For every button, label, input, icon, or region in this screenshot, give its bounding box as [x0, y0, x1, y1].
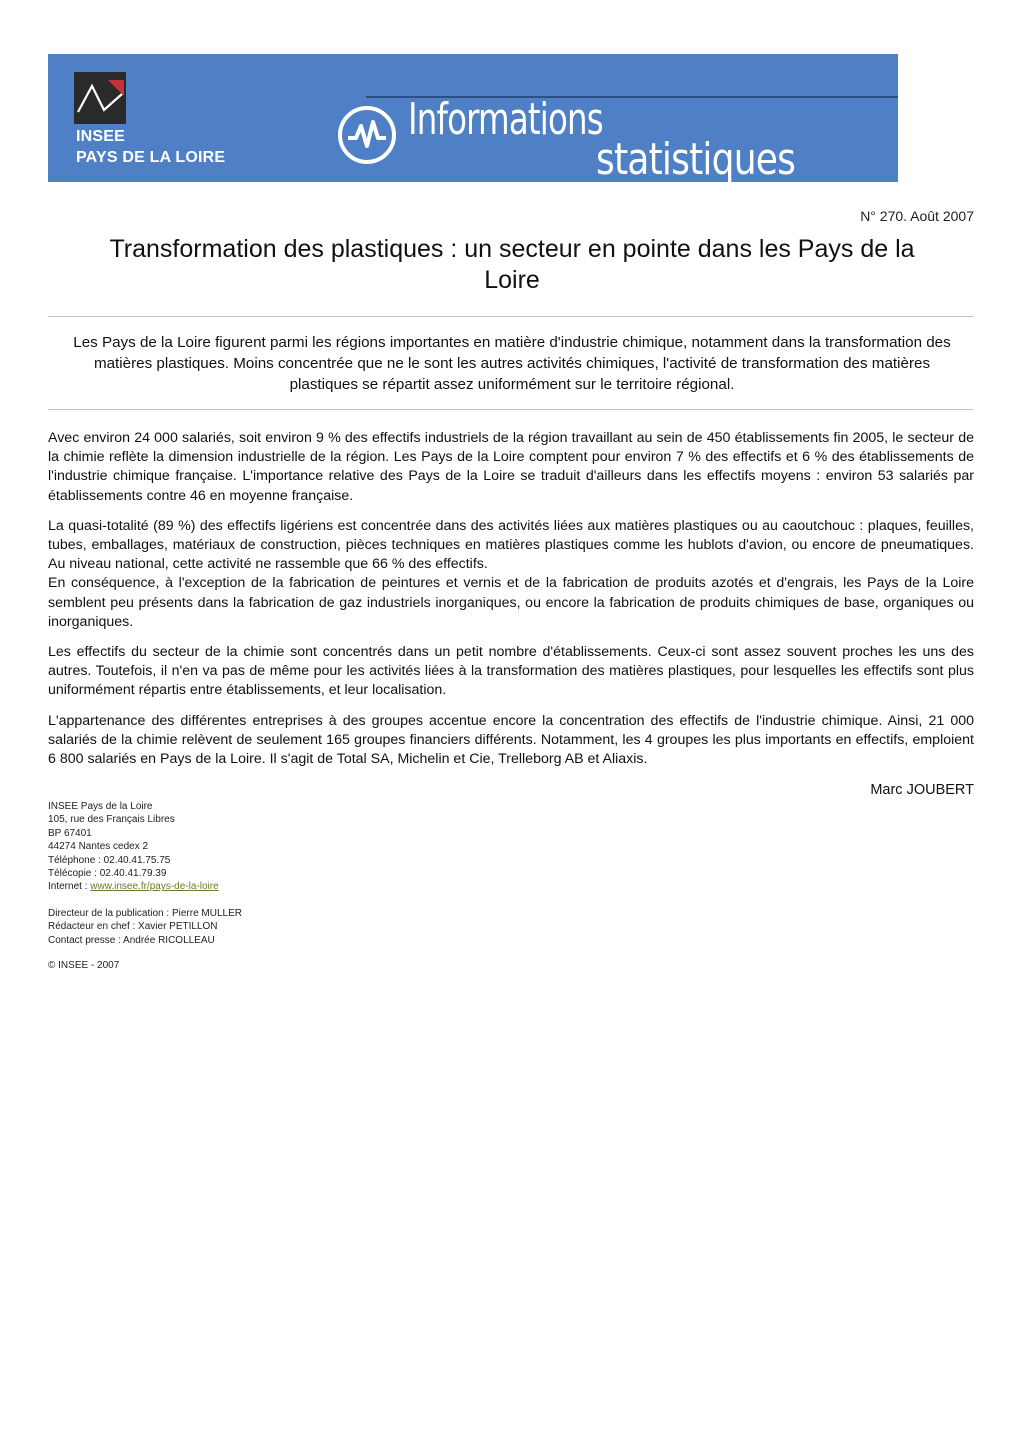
- contact-fax: Télécopie : 02.40.41.79.39: [48, 868, 167, 880]
- wave-circle-icon: [336, 104, 398, 166]
- header-banner: [48, 54, 898, 182]
- paragraph: Les effectifs du secteur de la chimie sont concentrés dans un petit nombre d'établissements. Ceux-ci sont assez souvent proches les uns des autres. Toutefois, il n'en va pas de même pour les activités liées à la transformation des matières plastiques, pour lesquelles les effectifs sont plus uniformément répartis entre établissements, et leur localisation.: [48, 644, 974, 699]
- contact-block: [48, 800, 219, 894]
- paragraph: Avec environ 24 000 salariés, soit environ 9 % des effectifs industriels de la région travaillant au sein de 450 établissements fin 2005, le secteur de la chimie reflète la dimension industrielle de la région. Les Pays de la Loire comptent pour environ 7 % des effectifs et 6 % des établissements de l'industrie chimique française. L'importance relative des Pays de la Loire se traduit d'ailleurs dans les effectifs moyens : environ 53 salariés par établissements contre 46 en moyenne française.: [48, 430, 974, 504]
- issue-number: N° 270. Août 2007: [860, 208, 974, 224]
- author-signature: Marc JOUBERT: [870, 782, 974, 798]
- contact-org: INSEE Pays de la Loire: [48, 801, 153, 812]
- org-region: PAYS DE LA LOIRE: [76, 149, 226, 166]
- banner-title-line2: statistiques: [596, 134, 796, 182]
- copyright: © INSEE - 2007: [48, 960, 120, 971]
- intro-summary: Les Pays de la Loire figurent parmi les régions importantes en matière d'industrie chimique, notamment dans la transformation des matières plastiques. Moins concentrée que ne le sont les autres activités chimiques, l'activité de transformation des matières plastiques se répartit assez uniformément sur le territoire régional.: [73, 334, 951, 393]
- article-body: [48, 429, 974, 769]
- contact-bp: BP 67401: [48, 827, 92, 839]
- publication-director: Directeur de la publication : Pierre MULLER: [48, 908, 242, 919]
- paragraph: L'appartenance des différentes entreprises à des groupes accentue encore la concentration des effectifs de l'industrie chimique. Ainsi, 21 000 salariés de la chimie relèvent de seulement 165 groupes financiers différents. Notamment, les 4 groupes les plus importants en effectifs, emploient 6 800 salariés en Pays de la Loire. Il s'agit de Total SA, Michelin et Cie, Trelleborg AB et Aliaxis.: [48, 712, 974, 768]
- banner-title-line1: Informations: [408, 94, 603, 145]
- insee-logo-icon: [74, 72, 126, 124]
- contact-internet: [48, 880, 219, 893]
- editor-in-chief: Rédacteur en chef : Xavier PETILLON: [48, 921, 218, 933]
- paragraph: La quasi-totalité (89 %) des effectifs ligériens est concentrée dans des activités liées aux matières plastiques ou au caoutchouc : plaques, feuilles, tubes, emballages, matériaux de construction, pièces techniques en matières plastiques comme les hublots d'avion, ou encore de pneumatiques. Au niveau national, cette activité ne rassemble que 66 % des effectifs.: [48, 517, 974, 573]
- contact-city: 44274 Nantes cedex 2: [48, 841, 149, 853]
- contact-phone: Téléphone : 02.40.41.75.75: [48, 854, 171, 866]
- org-name: INSEE: [76, 128, 126, 145]
- press-contact: Contact presse : Andrée RICOLLEAU: [48, 934, 215, 946]
- divider-bottom: [48, 409, 974, 410]
- staff-block: [48, 907, 242, 947]
- website-link[interactable]: www.insee.fr/pays-de-la-loire: [90, 881, 219, 893]
- page-title: Transformation des plastiques : un secteur en pointe dans les Pays de la Loire: [109, 235, 915, 294]
- paragraph: En conséquence, à l'exception de la fabrication de peintures et vernis et de la fabrication de produits azotés et d'engrais, les Pays de la Loire semblent peu présents dans la fabrication de gaz industriels inorganiques, ou encore la fabrication de produits chimiques de base, organiques ou inorganiques.: [48, 575, 974, 630]
- internet-label: Internet :: [48, 881, 91, 893]
- divider-top: [48, 316, 974, 317]
- contact-street: 105, rue des Français Libres: [48, 814, 175, 826]
